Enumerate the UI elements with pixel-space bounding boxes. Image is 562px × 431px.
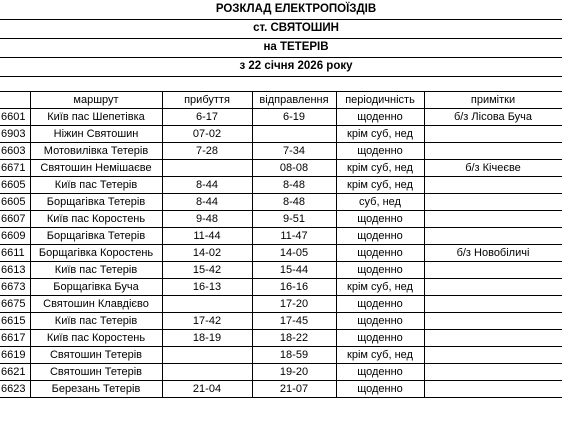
- route-cell: Київ пас Коростень: [30, 330, 162, 347]
- arrival-time-cell: 11-44: [162, 228, 252, 245]
- table-row: [0, 262, 562, 279]
- table-row: [0, 160, 562, 177]
- departure-time-cell: 21-07: [252, 381, 336, 398]
- periodicity-cell: крім суб, нед: [336, 177, 424, 194]
- arrival-time-cell: 16-13: [162, 279, 252, 296]
- periodicity-cell: щоденно: [336, 245, 424, 262]
- periodicity-cell: щоденно: [336, 313, 424, 330]
- valid-from-date: з 22 січня 2026 року: [239, 60, 353, 72]
- valid-from-row: [0, 57, 562, 77]
- note-cell: [424, 211, 562, 228]
- spacer-row: [0, 76, 562, 91]
- route-cell: Мотовилівка Тетерів: [30, 143, 162, 160]
- column-header-arrival: прибуття: [162, 92, 252, 109]
- departure-time-cell: 18-59: [252, 347, 336, 364]
- departure-time-cell: 19-20: [252, 364, 336, 381]
- departure-time-cell: 15-44: [252, 262, 336, 279]
- periodicity-cell: крім суб, нед: [336, 126, 424, 143]
- arrival-time-cell: 9-48: [162, 211, 252, 228]
- table-row: [0, 245, 562, 262]
- table-row: [0, 126, 562, 143]
- arrival-time-cell: 15-42: [162, 262, 252, 279]
- route-cell: Святошин Тетерів: [30, 364, 162, 381]
- note-cell: [424, 126, 562, 143]
- train-number-cell: 6621: [0, 364, 30, 381]
- arrival-time-cell: 14-02: [162, 245, 252, 262]
- train-number-cell: 6611: [0, 245, 30, 262]
- departure-time-cell: 11-47: [252, 228, 336, 245]
- arrival-time-cell: 6-17: [162, 109, 252, 126]
- train-number-cell: 6673: [0, 279, 30, 296]
- table-row: [0, 364, 562, 381]
- route-cell: Святошин Клавдієво: [30, 296, 162, 313]
- periodicity-cell: крім суб, нед: [336, 347, 424, 364]
- periodicity-cell: щоденно: [336, 262, 424, 279]
- route-cell: Київ пас Тетерів: [30, 313, 162, 330]
- note-cell: [424, 381, 562, 398]
- note-cell: [424, 296, 562, 313]
- train-number-cell: 6619: [0, 347, 30, 364]
- arrival-time-cell: 17-42: [162, 313, 252, 330]
- table-row: [0, 381, 562, 398]
- arrival-time-cell: 21-04: [162, 381, 252, 398]
- table-row: [0, 313, 562, 330]
- arrival-time-cell: [162, 347, 252, 364]
- train-number-cell: 6607: [0, 211, 30, 228]
- station-name: ст. СВЯТОШИН: [253, 22, 339, 34]
- periodicity-cell: щоденно: [336, 381, 424, 398]
- route-cell: Борщагівка Буча: [30, 279, 162, 296]
- table-row: [0, 228, 562, 245]
- periodicity-cell: щоденно: [336, 143, 424, 160]
- route-cell: Святошин Тетерів: [30, 347, 162, 364]
- route-cell: Ніжин Святошин: [30, 126, 162, 143]
- departure-time-cell: 7-34: [252, 143, 336, 160]
- column-header-route: маршрут: [30, 92, 162, 109]
- departure-time-cell: 08-08: [252, 160, 336, 177]
- table-row: [0, 296, 562, 313]
- arrival-time-cell: 8-44: [162, 177, 252, 194]
- train-number-cell: 6601: [0, 109, 30, 126]
- note-cell: б/з Кічеєве: [424, 160, 562, 177]
- note-cell: [424, 177, 562, 194]
- train-number-cell: 6613: [0, 262, 30, 279]
- title-row: [0, 0, 562, 20]
- departure-time-cell: 16-16: [252, 279, 336, 296]
- page-title: РОЗКЛАД ЕЛЕКТРОПОЇЗДІВ: [215, 3, 377, 15]
- departure-time-cell: [252, 126, 336, 143]
- note-cell: [424, 279, 562, 296]
- periodicity-cell: крім суб, нед: [336, 160, 424, 177]
- train-number-cell: 6605: [0, 177, 30, 194]
- column-header-departure: відправлення: [252, 92, 336, 109]
- note-cell: [424, 364, 562, 381]
- periodicity-cell: щоденно: [336, 330, 424, 347]
- departure-time-cell: 18-22: [252, 330, 336, 347]
- departure-time-cell: 8-48: [252, 177, 336, 194]
- route-cell: Святошин Немішаєве: [30, 160, 162, 177]
- note-cell: [424, 330, 562, 347]
- arrival-time-cell: 07-02: [162, 126, 252, 143]
- route-cell: Київ пас Коростень: [30, 211, 162, 228]
- arrival-time-cell: 18-19: [162, 330, 252, 347]
- note-cell: [424, 228, 562, 245]
- column-header-number: [0, 92, 30, 109]
- table-body: [0, 109, 562, 398]
- table-row: [0, 177, 562, 194]
- arrival-time-cell: [162, 364, 252, 381]
- train-number-cell: 6623: [0, 381, 30, 398]
- column-header-notes: примітки: [424, 92, 562, 109]
- direction-name: на ТЕТЕРІВ: [263, 41, 329, 53]
- note-cell: [424, 262, 562, 279]
- column-header-periodicity: періодичність: [336, 92, 424, 109]
- arrival-time-cell: [162, 160, 252, 177]
- route-cell: Київ пас Тетерів: [30, 262, 162, 279]
- departure-time-cell: 9-51: [252, 211, 336, 228]
- route-cell: Борщагівка Коростень: [30, 245, 162, 262]
- departure-time-cell: 8-48: [252, 194, 336, 211]
- table-row: [0, 211, 562, 228]
- direction-row: [0, 38, 562, 58]
- train-number-cell: 6605: [0, 194, 30, 211]
- route-cell: Борщагівка Тетерів: [30, 194, 162, 211]
- departure-time-cell: 17-45: [252, 313, 336, 330]
- station-row: [0, 19, 562, 39]
- departure-time-cell: 17-20: [252, 296, 336, 313]
- note-cell: [424, 313, 562, 330]
- note-cell: [424, 143, 562, 160]
- table-row: [0, 194, 562, 211]
- periodicity-cell: щоденно: [336, 296, 424, 313]
- route-cell: Борщагівка Тетерів: [30, 228, 162, 245]
- table-row: [0, 347, 562, 364]
- note-cell: [424, 347, 562, 364]
- note-cell: б/з Новобіличі: [424, 245, 562, 262]
- table-row: [0, 143, 562, 160]
- periodicity-cell: крім суб, нед: [336, 279, 424, 296]
- route-cell: Київ пас Тетерів: [30, 177, 162, 194]
- arrival-time-cell: 7-28: [162, 143, 252, 160]
- periodicity-cell: щоденно: [336, 211, 424, 228]
- table-row: [0, 279, 562, 296]
- train-number-cell: 6903: [0, 126, 30, 143]
- periodicity-cell: щоденно: [336, 364, 424, 381]
- route-cell: Березань Тетерів: [30, 381, 162, 398]
- note-cell: б/з Лісова Буча: [424, 109, 562, 126]
- schedule-table: [0, 91, 562, 398]
- table-row: [0, 330, 562, 347]
- train-number-cell: 6671: [0, 160, 30, 177]
- note-cell: [424, 194, 562, 211]
- departure-time-cell: 6-19: [252, 109, 336, 126]
- train-number-cell: 6603: [0, 143, 30, 160]
- periodicity-cell: щоденно: [336, 109, 424, 126]
- periodicity-cell: щоденно: [336, 228, 424, 245]
- train-number-cell: 6617: [0, 330, 30, 347]
- departure-time-cell: 14-05: [252, 245, 336, 262]
- table-header-row: [0, 92, 562, 109]
- table-row: [0, 109, 562, 126]
- arrival-time-cell: [162, 296, 252, 313]
- train-number-cell: 6615: [0, 313, 30, 330]
- train-number-cell: 6609: [0, 228, 30, 245]
- route-cell: Київ пас Шепетівка: [30, 109, 162, 126]
- arrival-time-cell: 8-44: [162, 194, 252, 211]
- periodicity-cell: суб, нед: [336, 194, 424, 211]
- train-number-cell: 6675: [0, 296, 30, 313]
